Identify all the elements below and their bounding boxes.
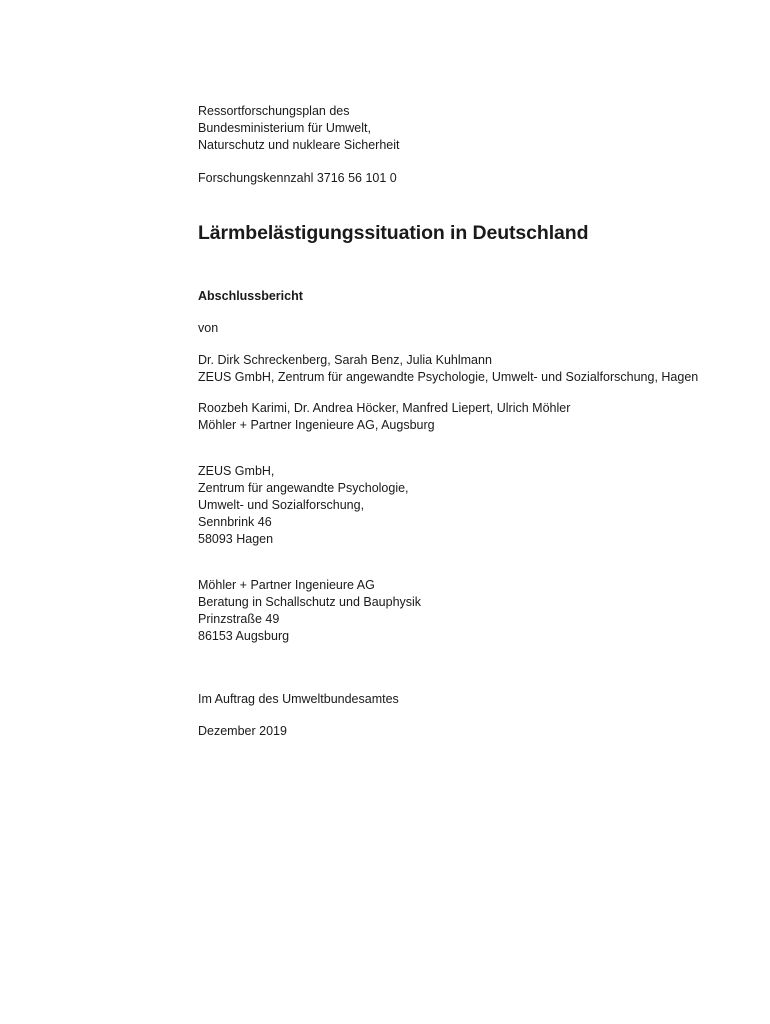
document-title: Lärmbelästigungssituation in Deutschland — [198, 222, 589, 244]
author-names: Dr. Dirk Schreckenberg, Sarah Benz, Julia Kuhlmann — [198, 353, 492, 367]
publication-date: Dezember 2019 — [198, 724, 287, 738]
author-names: Roozbeh Karimi, Dr. Andrea Höcker, Manfred Liepert, Ulrich Möhler — [198, 401, 571, 415]
address-line: Zentrum für angewandte Psychologie, — [198, 481, 409, 495]
ressort-line: Naturschutz und nukleare Sicherheit — [198, 138, 400, 152]
ressort-block — [198, 103, 738, 154]
report-type: Abschlussbericht — [198, 289, 303, 303]
author-institution: Möhler + Partner Ingenieure AG, Augsburg — [198, 418, 435, 432]
address-line: Prinzstraße 49 — [198, 612, 280, 626]
address-line: Möhler + Partner Ingenieure AG — [198, 578, 375, 592]
address-line: Sennbrink 46 — [198, 515, 272, 529]
address-line: Beratung in Schallschutz und Bauphysik — [198, 595, 422, 609]
author-group — [198, 400, 738, 434]
research-code: Forschungskennzahl 3716 56 101 0 — [198, 171, 397, 185]
author-institution: ZEUS GmbH, Zentrum für angewandte Psychologie, Umwelt- und Sozialforschung, Hagen — [198, 370, 699, 384]
address-block-zeus — [198, 463, 738, 548]
address-line: 86153 Augsburg — [198, 629, 290, 643]
by-label: von — [198, 321, 219, 335]
author-group — [198, 352, 738, 386]
title-page-content — [198, 103, 738, 740]
address-block-moehler — [198, 577, 738, 645]
address-line: Umwelt- und Sozialforschung, — [198, 498, 365, 512]
ressort-line: Ressortforschungsplan des — [198, 104, 350, 118]
address-line: ZEUS GmbH, — [198, 464, 275, 478]
ressort-line: Bundesministerium für Umwelt, — [198, 121, 371, 135]
commissioned-by: Im Auftrag des Umweltbundesamtes — [198, 692, 399, 706]
address-line: 58093 Hagen — [198, 532, 274, 546]
